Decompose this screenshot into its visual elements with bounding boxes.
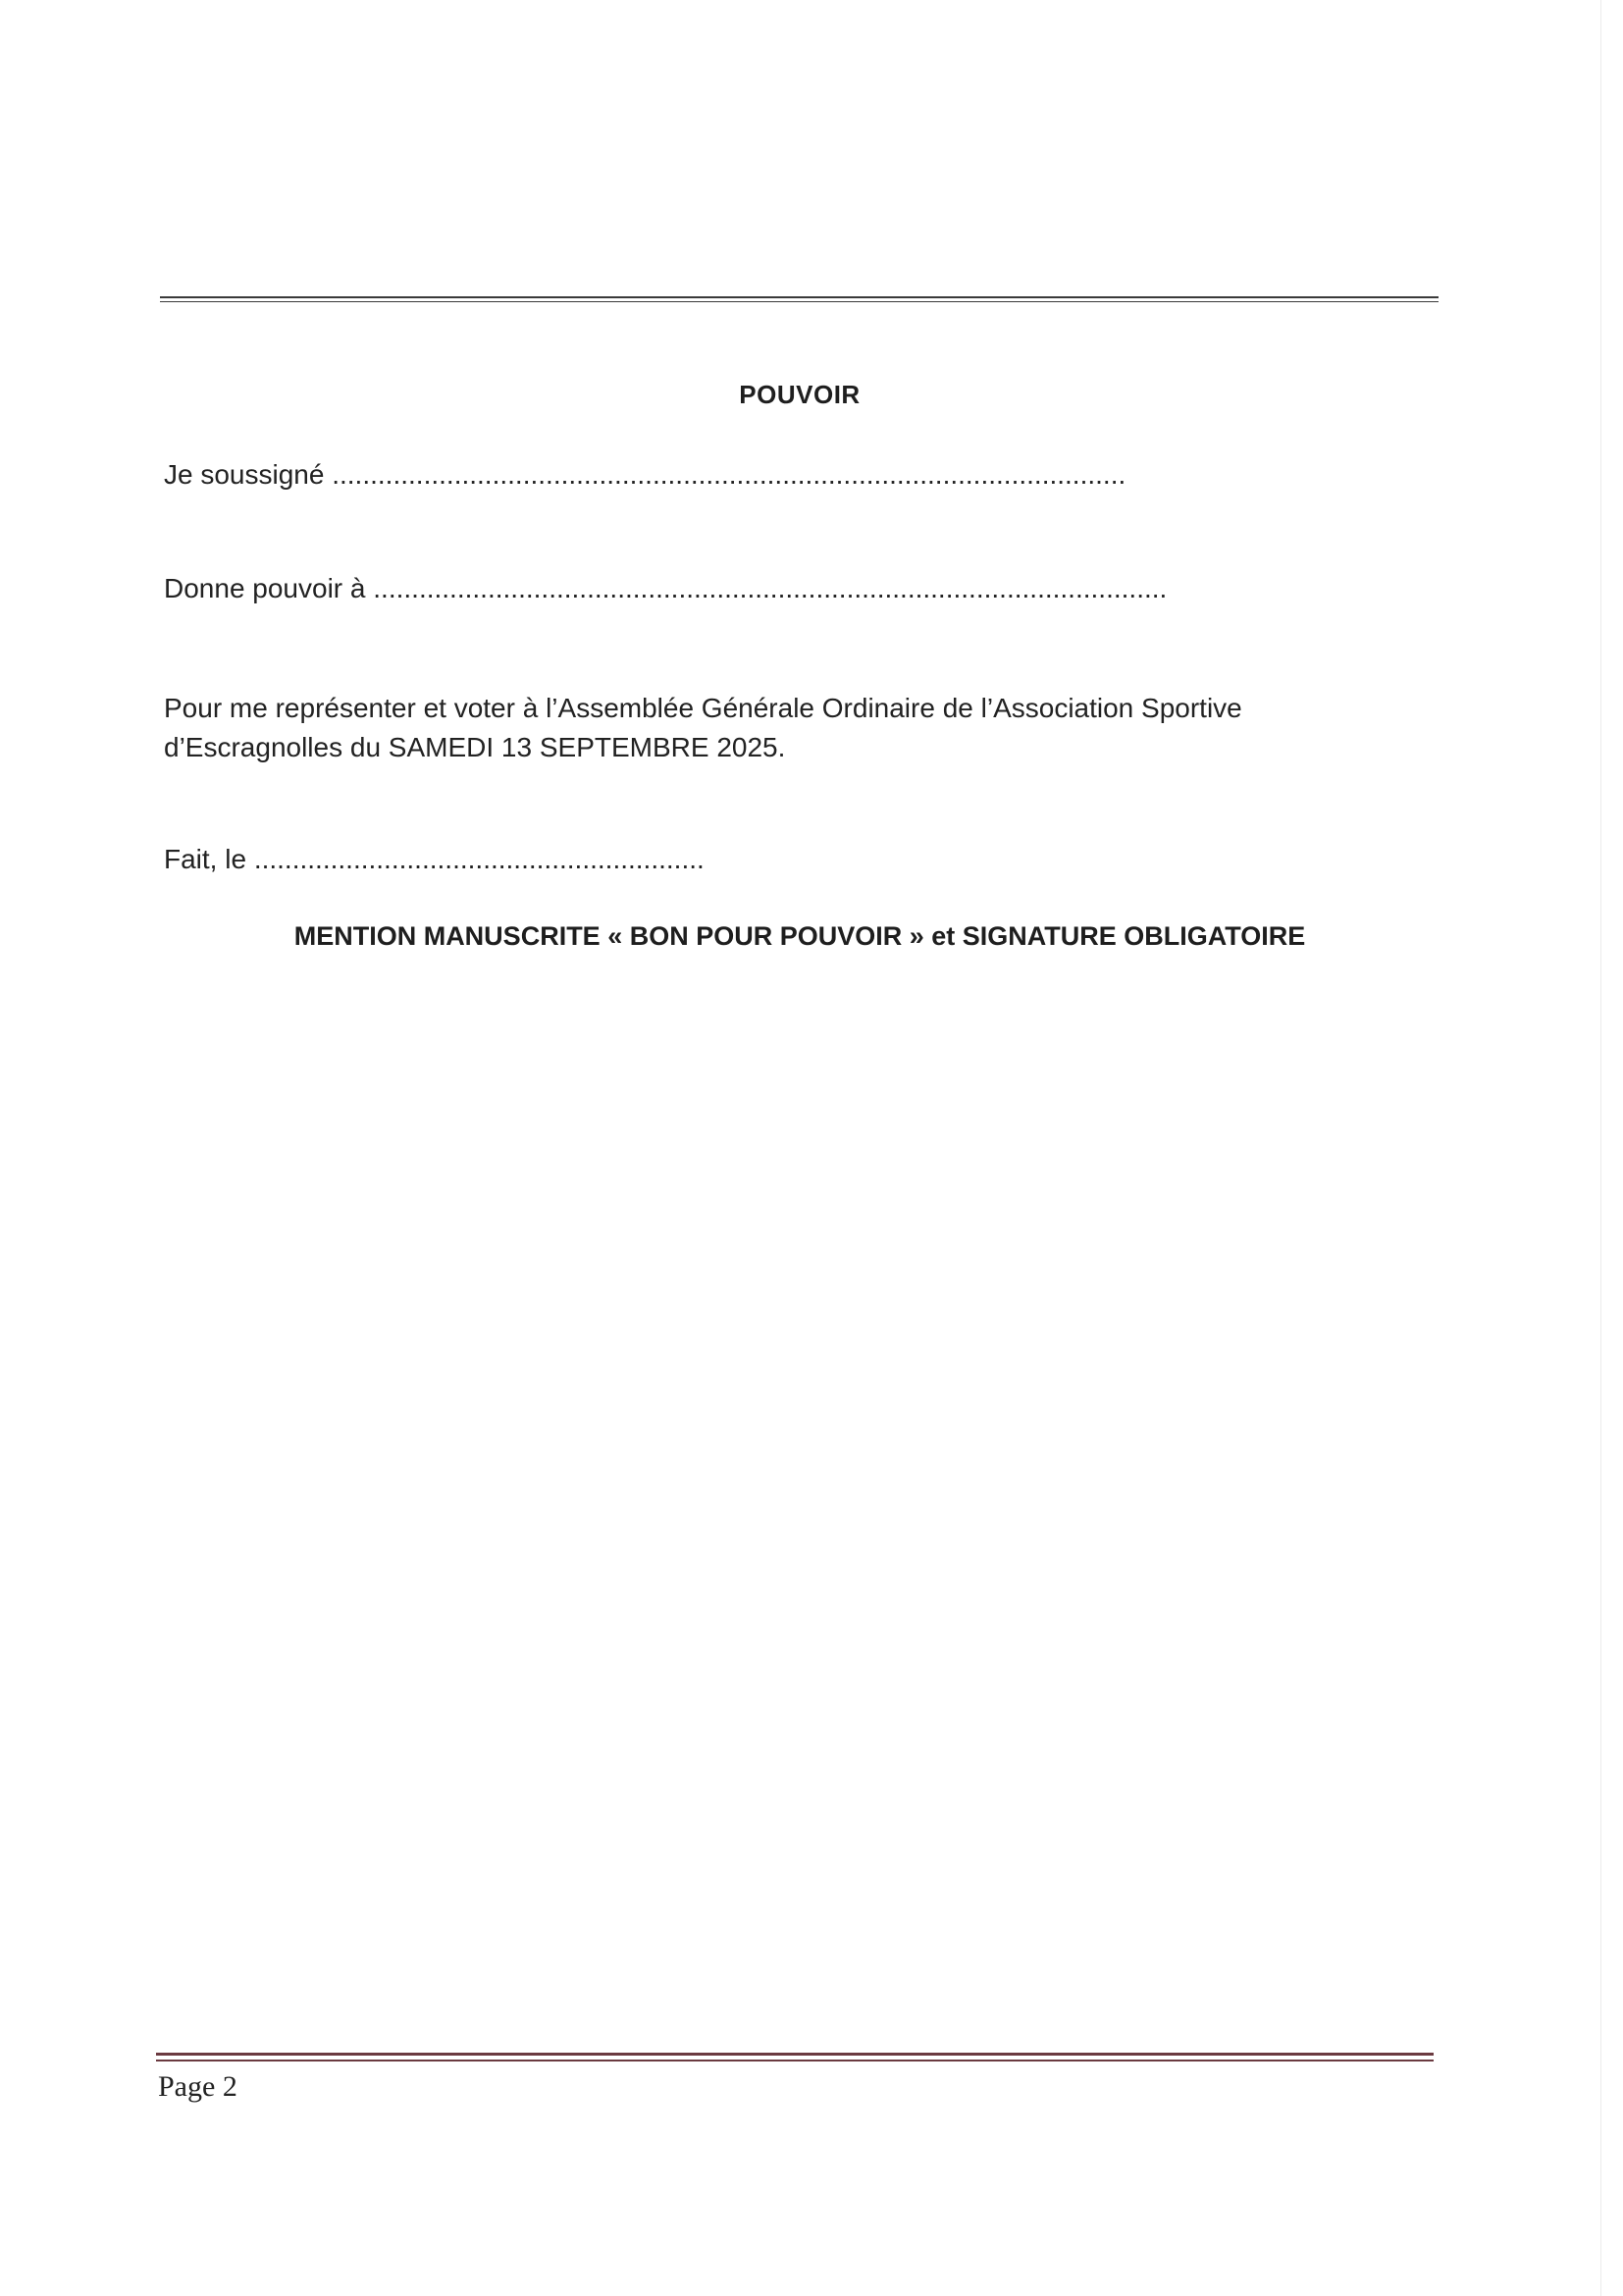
page-number: Page 2 (158, 2070, 237, 2103)
donne-pouvoir-line (164, 573, 1167, 604)
soussigne-fill-dots: ........................................................................................................ (332, 459, 1126, 490)
soussigne-label: Je soussigné (164, 459, 333, 490)
soussigne-line (164, 459, 1126, 491)
scan-edge (1600, 0, 1601, 2296)
fait-le-label: Fait, le (164, 844, 254, 874)
donne-pouvoir-fill-dots: ........................................................................................................ (373, 573, 1168, 603)
document-title: POUVOIR (739, 380, 861, 409)
footer-rule (156, 2053, 1434, 2061)
fait-le-line (164, 844, 705, 875)
representation-paragraph: Pour me représenter et voter à l’Assemblée Générale Ordinaire de l’Association Sportive d’Escragnolles du SAMEDI 13 SEPTEMBRE 2025. (164, 693, 1242, 762)
donne-pouvoir-label: Donne pouvoir à (164, 573, 374, 603)
fait-le-fill-dots: ........................................................... (253, 844, 705, 874)
signature-mention: MENTION MANUSCRITE « BON POUR POUVOIR » et SIGNATURE OBLIGATOIRE (293, 921, 1306, 951)
header-rule (160, 296, 1439, 302)
